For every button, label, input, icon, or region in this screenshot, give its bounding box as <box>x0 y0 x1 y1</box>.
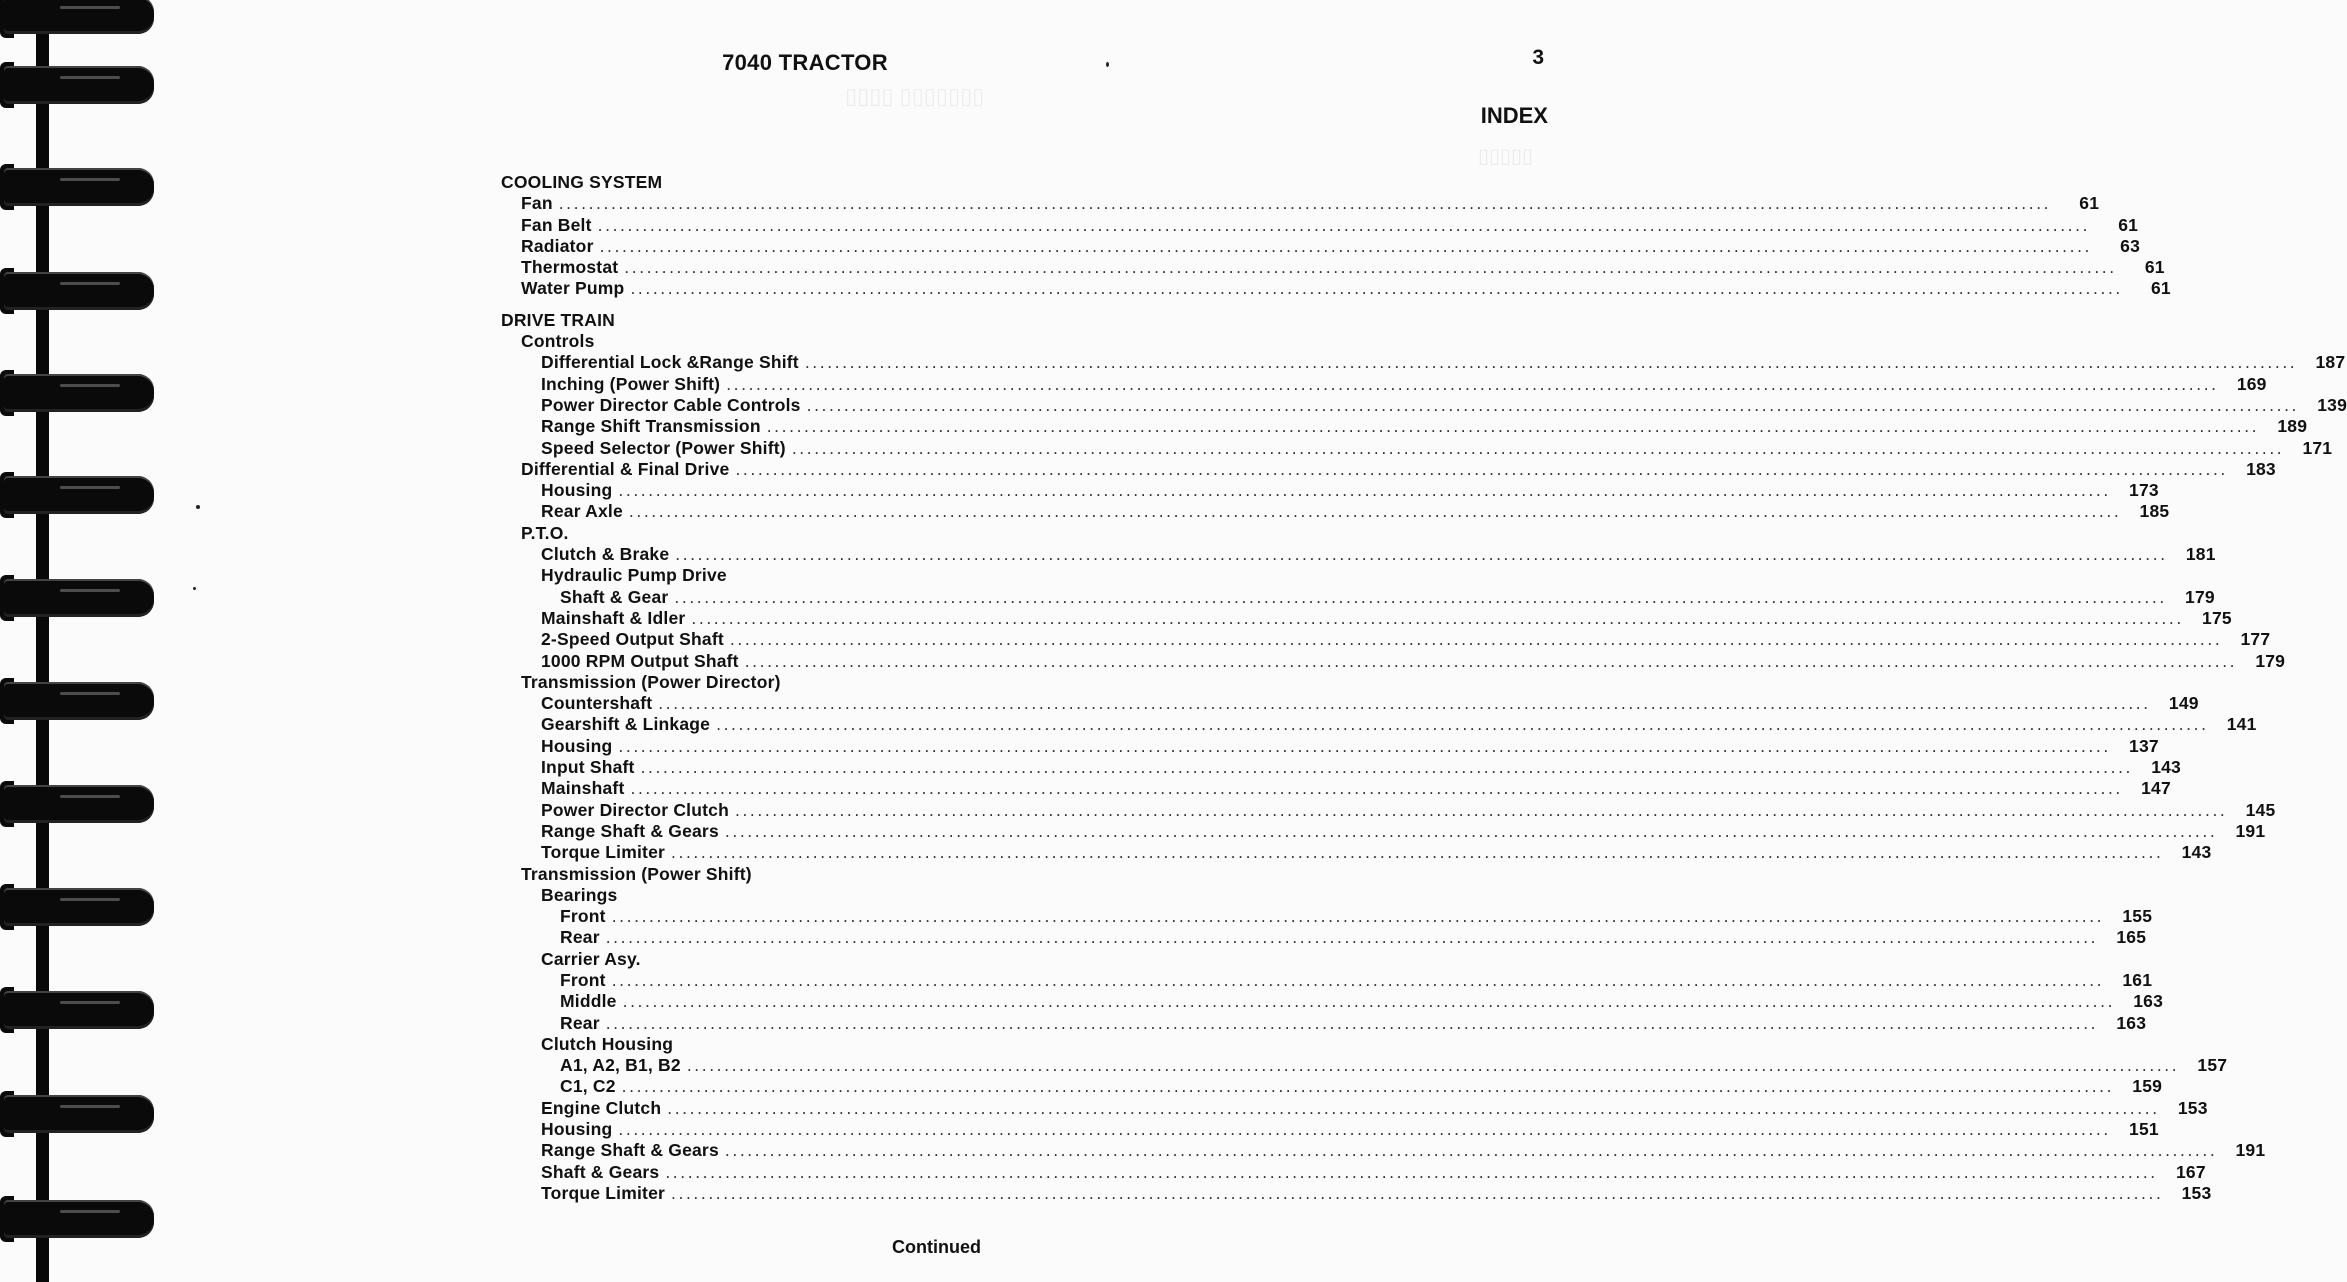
dot-leader: ........................................................................................................................................................................................................ <box>611 969 2105 990</box>
page-title: 7040 TRACTOR <box>722 50 888 75</box>
index-entry-label: Transmission (Power Shift) <box>521 863 752 884</box>
index-entry-page: 165 <box>2116 927 2147 948</box>
index-entry <box>501 735 2159 757</box>
binding-coil <box>0 472 158 518</box>
index-entry <box>501 523 1375 544</box>
index-entry <box>501 714 2257 735</box>
index-entry <box>501 1161 2206 1183</box>
index-entry-page: 61 <box>2151 278 2171 299</box>
index-section-heading <box>501 310 1375 331</box>
dot-leader: ........................................................................................................................................................................................................ <box>724 820 2218 841</box>
index-entry <box>501 480 2159 501</box>
index-table-of-contents <box>501 172 2347 1204</box>
dot-leader: ........................................................................................................................................................................................................ <box>630 278 2123 299</box>
index-entry <box>501 331 1375 352</box>
dot-leader: ........................................................................................................................................................................................................ <box>671 842 2164 863</box>
index-entry <box>501 1034 1375 1055</box>
binding-coil <box>0 1196 158 1242</box>
index-entry <box>501 1140 2266 1161</box>
index-entry-label: Engine Clutch <box>541 1097 662 1118</box>
index-entry <box>501 629 2271 650</box>
dot-leader: ........................................................................................................................................................................................................ <box>605 927 2099 948</box>
index-entry-label: A1, A2, B1, B2 <box>560 1055 681 1076</box>
index-entry <box>501 1097 2208 1119</box>
binding-coil <box>0 1091 158 1137</box>
dot-leader: ........................................................................................................................................................................................................ <box>667 1097 2160 1118</box>
speck <box>196 505 200 509</box>
index-entry-page: 173 <box>2129 480 2159 501</box>
index-entry-label: Power Director Cable Controls <box>541 394 801 415</box>
dot-leader: ........................................................................................................................................................................................................ <box>597 214 2091 235</box>
index-entry-label: Rear <box>560 927 600 948</box>
index-entry <box>501 842 2212 863</box>
dot-leader: ........................................................................................................................................................................................................ <box>691 607 2184 628</box>
dot-leader: ........................................................................................................................................................................................................ <box>611 906 2105 927</box>
dot-leader: ........................................................................................................................................................................................................ <box>628 501 2122 522</box>
binding-coil <box>0 164 158 210</box>
index-entry-page: 145 <box>2245 799 2276 820</box>
index-entry-page: 191 <box>2235 820 2266 841</box>
index-entry-label: Input Shaft <box>541 757 635 778</box>
index-entry-label: DRIVE TRAIN <box>501 309 616 330</box>
index-entry <box>501 650 2286 672</box>
index-entry-page: 179 <box>2185 586 2215 607</box>
continued-note: Continued <box>892 1237 981 1257</box>
index-entry-label: Shaft & Gears <box>541 1161 660 1182</box>
index-entry <box>501 991 2164 1012</box>
dot-leader: ........................................................................................................................................................................................................ <box>686 1055 2180 1076</box>
index-entry <box>501 885 1375 906</box>
index-entry-page: 153 <box>2181 1182 2212 1203</box>
index-entry <box>501 565 1375 586</box>
index-entry-label: Differential Lock &Range Shift <box>541 352 799 373</box>
binding-coil <box>0 987 158 1033</box>
index-entry-page: 175 <box>2202 607 2232 628</box>
index-entry-label: Gearshift & Linkage <box>541 714 711 735</box>
index-entry <box>501 757 2181 778</box>
index-entry-page: 185 <box>2139 501 2170 522</box>
index-entry <box>501 394 2347 416</box>
index-entry-label: 1000 RPM Output Shaft <box>541 650 739 671</box>
index-entry-label: 2-Speed Output Shaft <box>541 629 724 650</box>
index-entry-page: 157 <box>2197 1055 2228 1076</box>
binding-coil <box>0 370 158 416</box>
index-entry-page: 169 <box>2236 373 2267 394</box>
dot-leader: ........................................................................................................................................................................................................ <box>766 416 2260 437</box>
index-entry <box>501 864 1375 885</box>
index-entry-label: Mainshaft & Idler <box>541 607 686 628</box>
index-entry-label: Controls <box>521 331 595 352</box>
index-entry-label: Speed Selector (Power Shift) <box>541 437 786 458</box>
index-entry <box>501 416 2308 437</box>
index-entry-page: 189 <box>2277 416 2308 437</box>
index-entry-label: Power Director Clutch <box>541 799 729 820</box>
dot-leader: ........................................................................................................................................................................................................ <box>806 394 2300 415</box>
index-entry-label: P.T.O. <box>521 522 569 543</box>
index-entry-label: COOLING SYSTEM <box>501 172 663 192</box>
binding-coil <box>0 678 158 724</box>
dot-leader: ........................................................................................................................................................................................................ <box>618 1119 2111 1140</box>
index-entry <box>501 544 2216 565</box>
index-entry-page: 143 <box>2151 757 2181 778</box>
index-entry-label: Differential & Final Drive <box>521 458 730 479</box>
index-entry-label: Housing <box>541 480 613 501</box>
index-entry-label: Torque Limiter <box>541 842 666 863</box>
index-entry <box>501 906 2153 927</box>
index-entry-label: Fan Belt <box>521 214 592 235</box>
index-entry-page: 61 <box>2079 193 2100 214</box>
index-entry-page: 155 <box>2122 906 2153 927</box>
dot-leader: ........................................................................................................................................................................................................ <box>605 1012 2099 1033</box>
dot-leader: ........................................................................................................................................................................................................ <box>716 714 2209 735</box>
index-entry-label: Range Shaft & Gears <box>541 1140 719 1161</box>
dot-leader: ........................................................................................................................................................................................................ <box>558 193 2052 214</box>
index-entry <box>501 778 2171 799</box>
dot-leader: ........................................................................................................................................................................................................ <box>630 778 2123 799</box>
dot-leader: ........................................................................................................................................................................................................ <box>674 586 2167 607</box>
dot-leader: ........................................................................................................................................................................................................ <box>624 257 2117 278</box>
index-entry-page: 141 <box>2226 714 2257 735</box>
index-entry-label: Hydraulic Pump Drive <box>541 565 727 586</box>
section-heading: INDEX <box>1480 103 1548 128</box>
index-entry-label: Inching (Power Shift) <box>541 373 721 394</box>
binding-coil <box>0 268 158 314</box>
binding-coil <box>0 781 158 827</box>
index-entry-label: Range Shift Transmission <box>541 416 761 437</box>
index-entry-label: Countershaft <box>541 693 653 714</box>
index-section-heading <box>501 172 1375 193</box>
index-entry-page: 191 <box>2235 1140 2266 1161</box>
index-entry <box>501 1182 2212 1204</box>
dot-leader: ........................................................................................................................................................................................................ <box>640 757 2133 778</box>
index-entry <box>501 235 2141 257</box>
dot-leader: ........................................................................................................................................................................................................ <box>675 544 2168 565</box>
dot-leader: ........................................................................................................................................................................................................ <box>734 799 2228 820</box>
page-number: 3 <box>1532 46 1544 69</box>
index-entry-label: Radiator <box>521 235 594 256</box>
index-entry <box>501 193 2100 214</box>
index-entry-label: Housing <box>541 1119 613 1140</box>
index-entry-label: C1, C2 <box>560 1076 616 1097</box>
index-entry-label: Housing <box>541 735 613 756</box>
index-entry-page: 167 <box>2175 1161 2206 1182</box>
index-entry-label: Thermostat <box>521 257 619 278</box>
index-entry-label: Front <box>560 906 606 927</box>
index-entry <box>501 969 2153 991</box>
index-entry-label: Front <box>560 969 606 990</box>
dot-leader: ........................................................................................................................................................................................................ <box>804 352 2298 373</box>
index-entry <box>501 820 2266 842</box>
index-entry <box>501 927 2147 948</box>
binding-coil <box>0 0 158 38</box>
dot-leader: ........................................................................................................................................................................................................ <box>665 1161 2158 1182</box>
index-entry-page: 151 <box>2129 1119 2159 1140</box>
dot-leader: ........................................................................................................................................................................................................ <box>618 480 2111 501</box>
index-entry-page: 181 <box>2185 544 2216 565</box>
index-entry <box>501 257 2165 278</box>
index-entry-page: 163 <box>2116 1012 2147 1033</box>
index-entry-label: Transmission (Power Director) <box>521 671 781 692</box>
index-entry-page: 159 <box>2132 1076 2163 1097</box>
dot-leader: ........................................................................................................................................................................................................ <box>744 650 2238 671</box>
index-entry <box>501 352 2346 373</box>
index-entry-page: 163 <box>2133 991 2164 1012</box>
index-entry-page: 143 <box>2181 842 2212 863</box>
show-through-index: ▯▯▯▯▯ <box>1478 147 1534 169</box>
binding-coil <box>0 575 158 621</box>
binding-coil <box>0 884 158 930</box>
index-entry <box>501 1076 2163 1097</box>
dot-leader: ........................................................................................................................................................................................................ <box>658 693 2151 714</box>
dot-leader: ........................................................................................................................................................................................................ <box>729 629 2223 650</box>
index-entry-label: Torque Limiter <box>541 1182 666 1203</box>
index-entry <box>501 799 2276 821</box>
dot-leader: ........................................................................................................................................................................................................ <box>724 1140 2218 1161</box>
index-entry-page: 147 <box>2141 778 2171 799</box>
index-entry-label: Clutch & Brake <box>541 544 670 565</box>
index-entry-page: 183 <box>2246 458 2276 479</box>
speck <box>1106 62 1109 67</box>
dot-leader: ........................................................................................................................................................................................................ <box>671 1182 2164 1203</box>
index-entry <box>501 1055 2228 1076</box>
index-entry-label: Bearings <box>541 884 618 905</box>
index-entry-page: 63 <box>2120 235 2141 256</box>
index-entry-page: 137 <box>2129 735 2159 756</box>
index-entry <box>501 949 1375 970</box>
index-entry-label: Fan <box>521 193 553 214</box>
index-entry-page: 171 <box>2302 437 2333 458</box>
index-entry <box>501 1119 2159 1140</box>
index-entry <box>501 672 1375 693</box>
index-entry <box>501 278 2171 299</box>
index-entry-label: Range Shaft & Gears <box>541 820 719 841</box>
index-entry-label: Shaft & Gear <box>560 586 669 607</box>
index-entry-page: 187 <box>2315 352 2346 373</box>
dot-leader: ........................................................................................................................................................................................................ <box>726 373 2219 394</box>
show-through-title: ▯▯▯▯ ▯▯▯▯▯▯▯ <box>845 87 985 112</box>
index-entry-page: 179 <box>2255 650 2286 671</box>
index-entry-page: 177 <box>2240 629 2271 650</box>
index-entry-page: 61 <box>2144 257 2165 278</box>
index-entry-label: Clutch Housing <box>541 1033 674 1054</box>
dot-leader: ........................................................................................................................................................................................................ <box>735 458 2228 479</box>
index-entry-page: 161 <box>2122 969 2153 990</box>
index-entry <box>501 214 2139 236</box>
dot-leader: ........................................................................................................................................................................................................ <box>621 1076 2115 1097</box>
index-entry-page: 139 <box>2317 394 2347 415</box>
index-entry-label: Water Pump <box>521 278 625 299</box>
index-entry-label: Rear <box>560 1012 600 1033</box>
index-entry <box>501 437 2333 459</box>
index-entry-label: Mainshaft <box>541 778 625 799</box>
speck <box>193 587 196 590</box>
index-entry <box>501 501 2170 522</box>
index-entry-page: 149 <box>2168 693 2199 714</box>
index-entry-label: Middle <box>560 991 617 1012</box>
index-entry <box>501 1012 2147 1034</box>
dot-leader: ........................................................................................................................................................................................................ <box>622 991 2116 1012</box>
index-entry <box>501 373 2267 395</box>
dot-leader: ........................................................................................................................................................................................................ <box>791 437 2285 458</box>
index-entry <box>501 607 2232 629</box>
dot-leader: ........................................................................................................................................................................................................ <box>599 235 2093 256</box>
dot-leader: ........................................................................................................................................................................................................ <box>618 735 2111 756</box>
index-entry <box>501 458 2276 480</box>
index-entry-page: 153 <box>2177 1097 2208 1118</box>
index-entry <box>501 586 2215 608</box>
index-entry-label: Carrier Asy. <box>541 948 641 969</box>
index-entry-label: Rear Axle <box>541 501 623 522</box>
index-entry <box>501 693 2199 714</box>
index-entry-page: 61 <box>2118 214 2139 235</box>
